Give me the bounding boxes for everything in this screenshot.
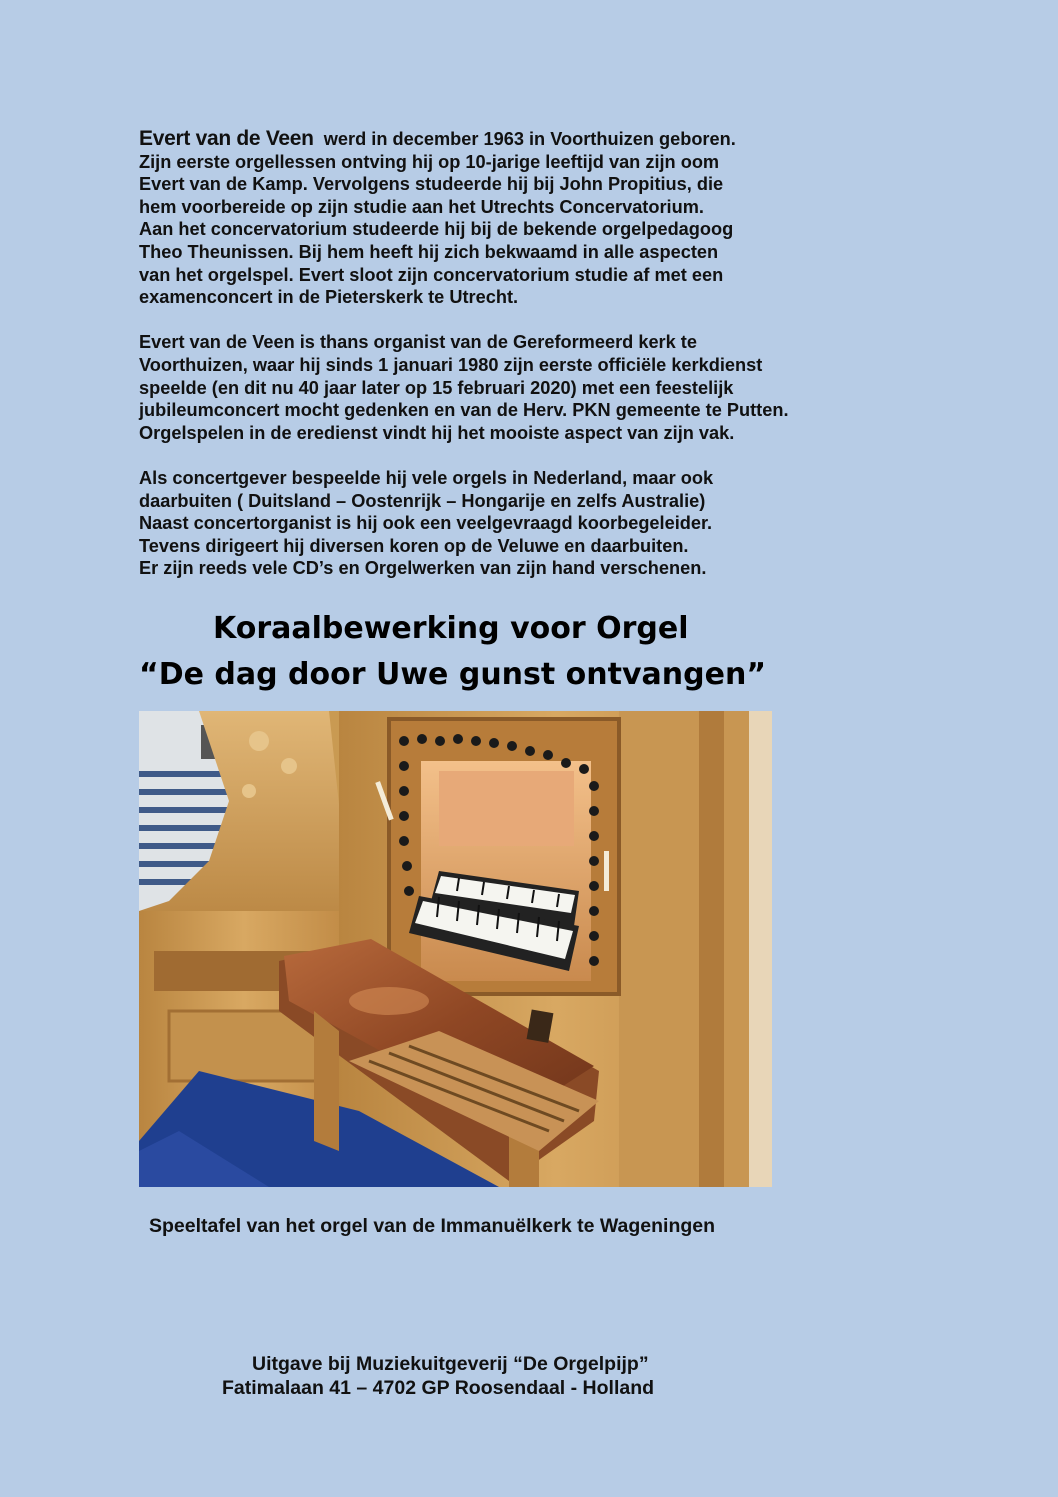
bio-paragraph-3 xyxy=(139,467,859,580)
bio-line: Evert van de Veen is thans organist van de Gereformeerd kerk te xyxy=(139,332,697,353)
bio-line: Er zijn reeds vele CD’s en Orgelwerken van zijn hand verschenen. xyxy=(139,558,707,579)
organ-console-illustration xyxy=(139,711,772,1187)
publisher-name: Uitgave bij Muziekuitgeverij “De Orgelpijp” xyxy=(252,1353,649,1375)
bio-line: examenconcert in de Pieterskerk te Utrecht. xyxy=(139,287,519,308)
bio-line: Tevens dirigeert hij diversen koren op de Veluwe en daarbuiten. xyxy=(139,535,689,556)
bio-line: Evert van de Veen werd in december 1963 in Voorthuizen geboren. xyxy=(139,127,736,150)
bio-line: van het orgelspel. Evert sloot zijn concervatorium studie af met een xyxy=(139,264,724,285)
bio-line: Naast concertorganist is hij ook een veelgevraagd koorbegeleider. xyxy=(139,513,713,534)
bio-line: Voorthuizen, waar hij sinds 1 januari 1980 zijn eerste officiële kerkdienst xyxy=(139,354,763,375)
bio-line: Aan het concervatorium studeerde hij bij de bekende orgelpedagoog xyxy=(139,219,734,240)
publisher-address: Fatimalaan 41 – 4702 GP Roosendaal - Holland xyxy=(222,1376,655,1399)
bio-line: hem voorbereide op zijn studie aan het Utrechts Concervatorium. xyxy=(139,196,704,217)
bio-line: Als concertgever bespeelde hij vele orgels in Nederland, maar ook xyxy=(139,467,714,488)
bio-line: speelde (en dit nu 40 jaar later op 15 februari 2020) met een feestelijk xyxy=(139,377,734,398)
work-title-line-1: Koraalbewerking voor Orgel xyxy=(213,611,689,646)
bio-paragraph-2 xyxy=(139,331,859,444)
bio-line: Evert van de Kamp. Vervolgens studeerde hij bij John Propitius, die xyxy=(139,174,724,195)
bio-line: jubileumconcert mocht gedenken en van de Herv. PKN gemeente te Putten. xyxy=(139,400,789,421)
bio-line: Zijn eerste orgellessen ontving hij op 10-jarige leeftijd van zijn oom xyxy=(139,151,720,172)
bio-paragraph-1 xyxy=(139,128,859,309)
composer-name: Evert van de Veen xyxy=(139,127,314,150)
bio-line: Orgelspelen in de eredienst vindt hij het mooiste aspect van zijn vak. xyxy=(139,422,735,443)
publisher-info xyxy=(222,1353,742,1400)
biography xyxy=(139,128,859,602)
bio-line: daarbuiten ( Duitsland – Oostenrijk – Hongarije en zelfs Australie) xyxy=(139,490,706,511)
photo-caption: Speeltafel van het orgel van de Immanuëlkerk te Wageningen xyxy=(149,1215,716,1237)
organ-console-photo xyxy=(139,711,772,1187)
work-title-line-2: “De dag door Uwe gunst ontvangen” xyxy=(139,657,767,692)
work-title xyxy=(139,606,839,698)
bio-line: Theo Theunissen. Bij hem heeft hij zich bekwaamd in alle aspecten xyxy=(139,241,719,262)
